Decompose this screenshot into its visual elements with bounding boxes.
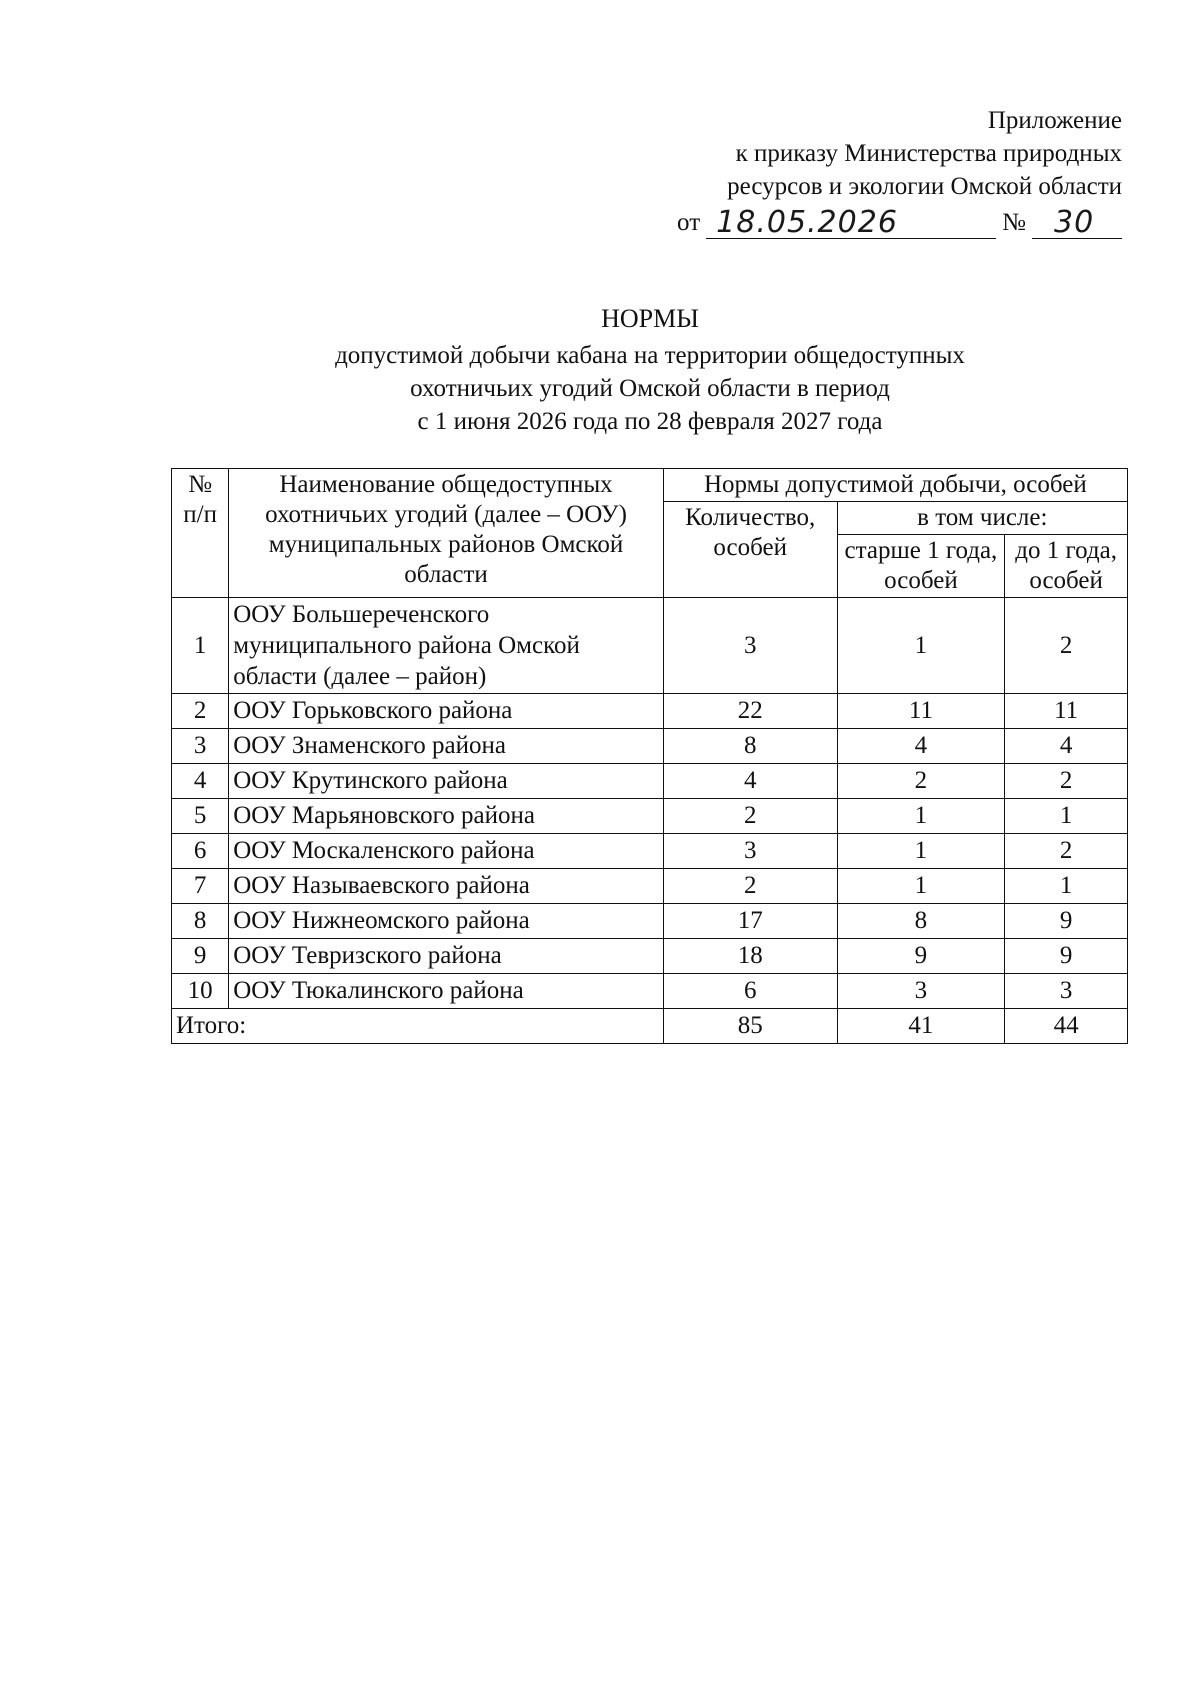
row-quantity: 2: [663, 799, 837, 834]
row-younger: 1: [1005, 799, 1128, 834]
date-prefix: от: [677, 209, 701, 236]
row-name: ООУ Знаменского района: [229, 729, 664, 764]
row-older: 9: [837, 939, 1005, 974]
row-name: ООУ Называевского района: [229, 869, 664, 904]
row-older: 2: [837, 764, 1005, 799]
row-older: 8: [837, 904, 1005, 939]
row-quantity: 8: [663, 729, 837, 764]
table-row: [172, 904, 1128, 939]
row-name: ООУ Тевризского района: [229, 939, 664, 974]
document-title: [160, 302, 1140, 438]
row-younger: 3: [1005, 974, 1128, 1009]
row-older: 3: [837, 974, 1005, 1009]
header-norms: Нормы допустимой добычи, особей: [663, 469, 1127, 502]
row-number: 6: [172, 834, 229, 869]
appendix-header: [677, 104, 1122, 239]
header-younger: до 1 года, особей: [1005, 535, 1128, 598]
table-row: [172, 834, 1128, 869]
row-younger: 9: [1005, 939, 1128, 974]
order-date-number: [677, 203, 1122, 239]
handwritten-number: 30: [1032, 208, 1122, 239]
row-name: ООУ Крутинского района: [229, 764, 664, 799]
row-quantity: 22: [663, 694, 837, 729]
row-name: ООУ Большереченского муниципального района Омской области (далее – район): [229, 598, 664, 694]
row-quantity: 17: [663, 904, 837, 939]
table-row: [172, 869, 1128, 904]
header-including: в том числе:: [837, 502, 1127, 535]
row-younger: 2: [1005, 834, 1128, 869]
row-quantity: 4: [663, 764, 837, 799]
appendix-order-line: к приказу Министерства природных: [735, 140, 1122, 167]
row-number: 1: [172, 598, 229, 694]
row-number: 7: [172, 869, 229, 904]
total-younger: 44: [1005, 1009, 1128, 1044]
total-label: Итого:: [172, 1009, 664, 1044]
row-older: 1: [837, 869, 1005, 904]
row-older: 1: [837, 834, 1005, 869]
appendix-title: Приложение: [987, 107, 1122, 134]
title-line-1: допустимой добычи кабана на территории общедоступных: [335, 342, 965, 369]
row-quantity: 18: [663, 939, 837, 974]
row-older: 1: [837, 799, 1005, 834]
row-younger: 2: [1005, 764, 1128, 799]
row-number: 8: [172, 904, 229, 939]
title-main: НОРМЫ: [601, 304, 699, 333]
title-line-2: охотничьих угодий Омской области в период: [410, 375, 890, 402]
total-quantity: 85: [663, 1009, 837, 1044]
row-younger: 1: [1005, 869, 1128, 904]
row-number: 5: [172, 799, 229, 834]
table-row: [172, 729, 1128, 764]
total-row: [172, 1009, 1128, 1044]
row-name: ООУ Нижнеомского района: [229, 904, 664, 939]
row-quantity: 3: [663, 598, 837, 694]
header-name: Наименование общедоступных охотничьих угодий (далее – ООУ) муниципальных районов Омской области: [229, 469, 664, 598]
row-number: 4: [172, 764, 229, 799]
row-name: ООУ Горьковского района: [229, 694, 664, 729]
number-prefix: №: [1002, 209, 1026, 236]
table-row: [172, 974, 1128, 1009]
row-number: 10: [172, 974, 229, 1009]
header-quantity: Количество, особей: [663, 502, 837, 598]
handwritten-date: 18.05.2026: [706, 208, 996, 239]
row-older: 4: [837, 729, 1005, 764]
row-younger: 4: [1005, 729, 1128, 764]
total-older: 41: [837, 1009, 1005, 1044]
title-line-3: с 1 июня 2026 года по 28 февраля 2027 года: [417, 408, 883, 435]
table-row: [172, 694, 1128, 729]
row-older: 11: [837, 694, 1005, 729]
row-older: 1: [837, 598, 1005, 694]
row-quantity: 3: [663, 834, 837, 869]
table-row: [172, 598, 1128, 694]
row-younger: 9: [1005, 904, 1128, 939]
row-name: ООУ Марьяновского района: [229, 799, 664, 834]
row-number: 2: [172, 694, 229, 729]
table-row: [172, 764, 1128, 799]
norms-table: [171, 468, 1128, 1044]
row-younger: 2: [1005, 598, 1128, 694]
row-name: ООУ Москаленского района: [229, 834, 664, 869]
header-number: № п/п: [172, 469, 229, 598]
row-number: 3: [172, 729, 229, 764]
table-row: [172, 799, 1128, 834]
table-row: [172, 939, 1128, 974]
appendix-ministry-line: ресурсов и экологии Омской области: [727, 173, 1122, 200]
header-older: старше 1 года, особей: [837, 535, 1005, 598]
row-younger: 11: [1005, 694, 1128, 729]
row-quantity: 2: [663, 869, 837, 904]
row-quantity: 6: [663, 974, 837, 1009]
row-number: 9: [172, 939, 229, 974]
row-name: ООУ Тюкалинского района: [229, 974, 664, 1009]
